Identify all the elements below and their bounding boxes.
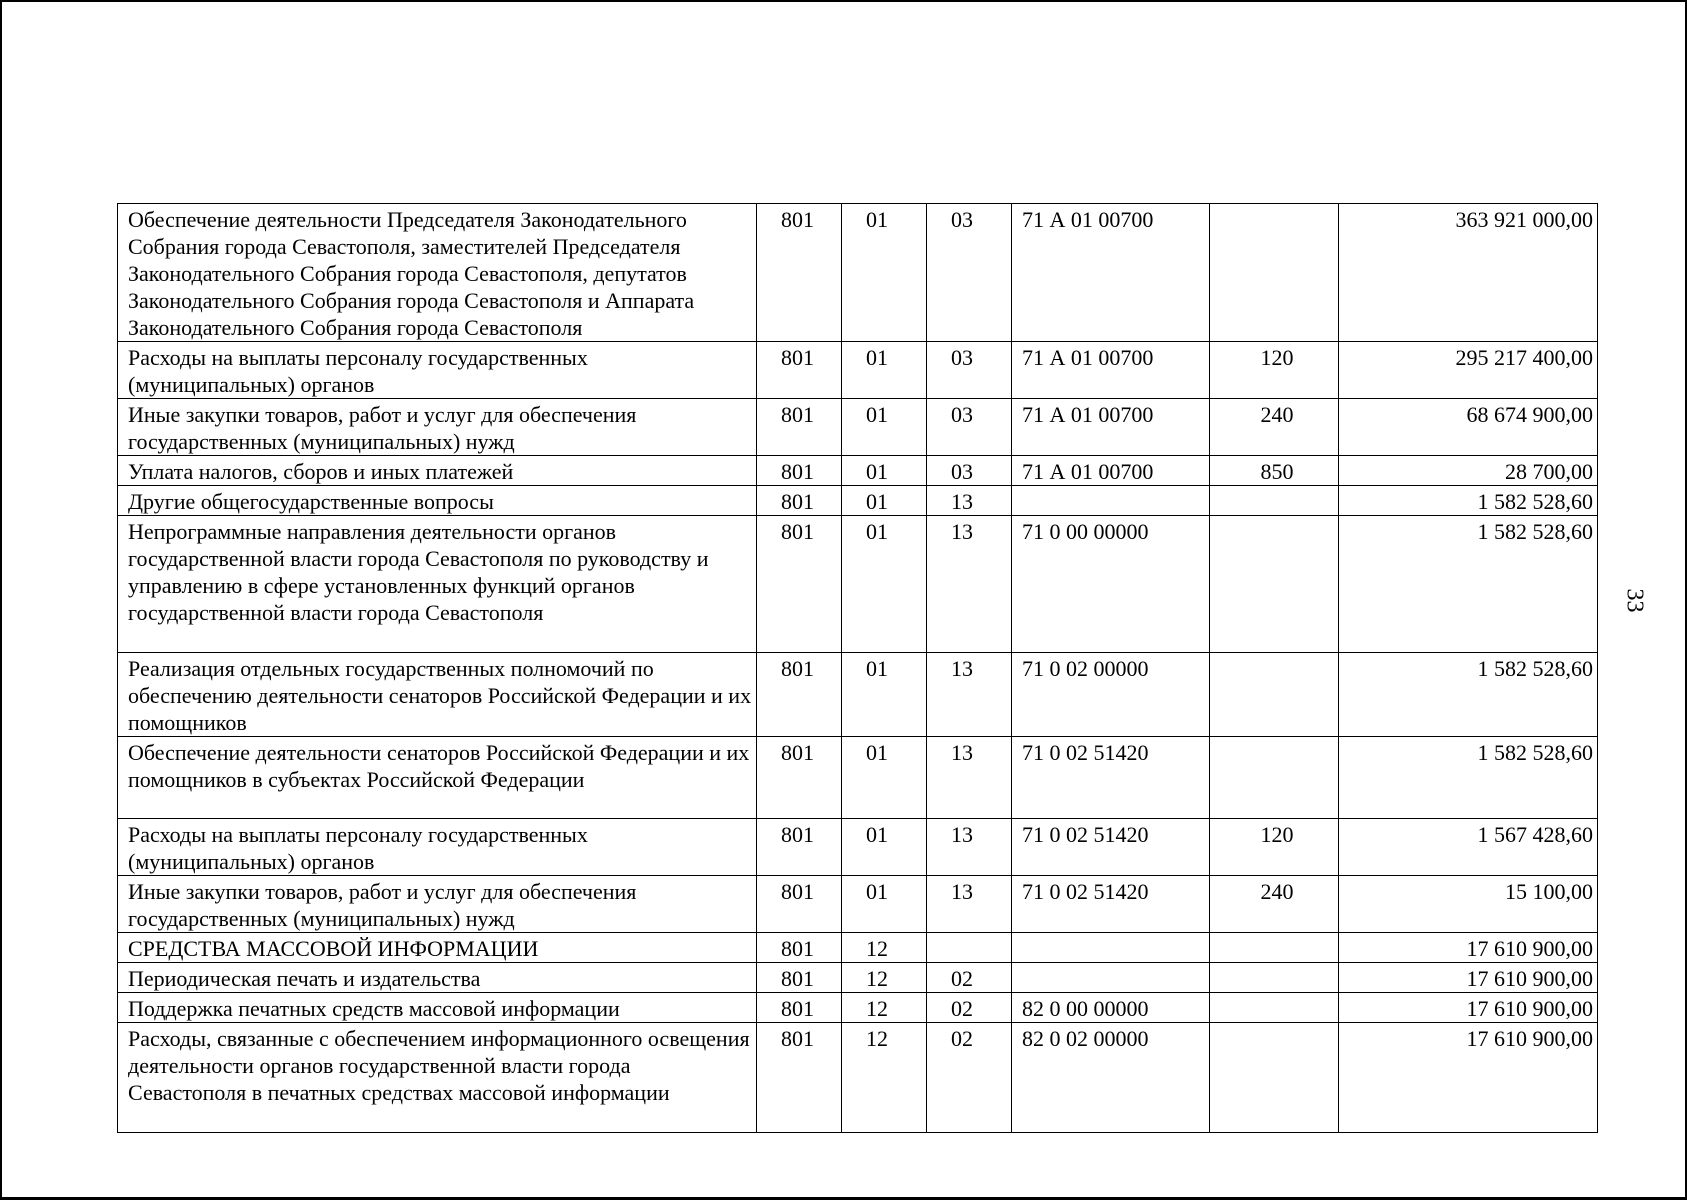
subsection-code-cell: 03 (927, 399, 1012, 456)
table-row (118, 456, 1598, 486)
subsection-code-cell (927, 933, 1012, 963)
target-article-cell (1012, 963, 1210, 993)
section-code-cell: 12 (842, 933, 927, 963)
table-row (118, 963, 1598, 993)
section-code-cell: 01 (842, 876, 927, 933)
expense-type-cell: 120 (1210, 342, 1339, 399)
table-row (118, 1023, 1598, 1133)
section-code-cell: 01 (842, 342, 927, 399)
table-row (118, 516, 1598, 653)
subsection-code-cell: 03 (927, 456, 1012, 486)
target-article-cell: 71 А 01 00700 (1012, 342, 1210, 399)
expense-type-cell: 240 (1210, 399, 1339, 456)
row-name-cell: Иные закупки товаров, работ и услуг для обеспечения государственных (муниципальных) нужд (118, 876, 757, 933)
table-row (118, 933, 1598, 963)
section-code-cell: 01 (842, 653, 927, 737)
table-row (118, 737, 1598, 819)
amount-cell: 1 582 528,60 (1339, 516, 1598, 653)
section-code-cell: 01 (842, 819, 927, 876)
section-code-cell: 12 (842, 963, 927, 993)
section-code-cell: 01 (842, 516, 927, 653)
target-article-cell: 71 0 00 00000 (1012, 516, 1210, 653)
target-article-cell: 82 0 00 00000 (1012, 993, 1210, 1023)
grbs-code-cell: 801 (757, 204, 842, 342)
grbs-code-cell: 801 (757, 1023, 842, 1133)
target-article-cell: 71 0 02 51420 (1012, 819, 1210, 876)
row-name-cell: Обеспечение деятельности Председателя Законодательного Собрания города Севастополя, заместителей Председателя Законодательного Собрания города Севастополя, депутатов Законодательного Собрания города Севастополя и Аппарата Законодательного Собрания города Севастополя (118, 204, 757, 342)
amount-cell: 17 610 900,00 (1339, 933, 1598, 963)
row-name-cell: Периодическая печать и издательства (118, 963, 757, 993)
grbs-code-cell: 801 (757, 993, 842, 1023)
table-row (118, 819, 1598, 876)
amount-cell: 1 567 428,60 (1339, 819, 1598, 876)
row-name-cell: Реализация отдельных государственных полномочий по обеспечению деятельности сенаторов Российской Федерации и их помощников (118, 653, 757, 737)
subsection-code-cell: 03 (927, 204, 1012, 342)
expense-type-cell (1210, 486, 1339, 516)
section-code-cell: 01 (842, 486, 927, 516)
row-name-cell: Поддержка печатных средств массовой информации (118, 993, 757, 1023)
expense-type-cell (1210, 204, 1339, 342)
target-article-cell: 71 0 02 51420 (1012, 737, 1210, 819)
subsection-code-cell: 02 (927, 993, 1012, 1023)
grbs-code-cell: 801 (757, 737, 842, 819)
expense-type-cell: 240 (1210, 876, 1339, 933)
budget-table-body (118, 204, 1598, 1133)
amount-cell: 68 674 900,00 (1339, 399, 1598, 456)
expense-type-cell (1210, 737, 1339, 819)
subsection-code-cell: 13 (927, 486, 1012, 516)
amount-cell: 1 582 528,60 (1339, 737, 1598, 819)
expense-type-cell (1210, 1023, 1339, 1133)
subsection-code-cell: 13 (927, 516, 1012, 653)
section-code-cell: 01 (842, 204, 927, 342)
budget-table (117, 203, 1598, 1133)
row-name-cell: Расходы, связанные с обеспечением информационного освещения деятельности органов государственной власти города Севастополя в печатных средствах массовой информации (118, 1023, 757, 1133)
table-row (118, 342, 1598, 399)
row-name-cell: СРЕДСТВА МАССОВОЙ ИНФОРМАЦИИ (118, 933, 757, 963)
table-row (118, 399, 1598, 456)
grbs-code-cell: 801 (757, 486, 842, 516)
table-row (118, 204, 1598, 342)
expense-type-cell (1210, 516, 1339, 653)
row-name-cell: Уплата налогов, сборов и иных платежей (118, 456, 757, 486)
target-article-cell: 82 0 02 00000 (1012, 1023, 1210, 1133)
amount-cell: 363 921 000,00 (1339, 204, 1598, 342)
target-article-cell: 71 0 02 51420 (1012, 876, 1210, 933)
row-name-cell: Расходы на выплаты персоналу государственных (муниципальных) органов (118, 342, 757, 399)
section-code-cell: 01 (842, 737, 927, 819)
amount-cell: 295 217 400,00 (1339, 342, 1598, 399)
subsection-code-cell: 13 (927, 653, 1012, 737)
row-name-cell: Иные закупки товаров, работ и услуг для обеспечения государственных (муниципальных) нужд (118, 399, 757, 456)
expense-type-cell (1210, 963, 1339, 993)
grbs-code-cell: 801 (757, 876, 842, 933)
grbs-code-cell: 801 (757, 819, 842, 876)
subsection-code-cell: 02 (927, 963, 1012, 993)
target-article-cell (1012, 933, 1210, 963)
grbs-code-cell: 801 (757, 963, 842, 993)
subsection-code-cell: 02 (927, 1023, 1012, 1133)
section-code-cell: 01 (842, 399, 927, 456)
expense-type-cell: 850 (1210, 456, 1339, 486)
section-code-cell: 12 (842, 1023, 927, 1133)
subsection-code-cell: 13 (927, 737, 1012, 819)
amount-cell: 17 610 900,00 (1339, 993, 1598, 1023)
amount-cell: 1 582 528,60 (1339, 486, 1598, 516)
grbs-code-cell: 801 (757, 933, 842, 963)
table-row (118, 876, 1598, 933)
subsection-code-cell: 13 (927, 876, 1012, 933)
expense-type-cell (1210, 993, 1339, 1023)
grbs-code-cell: 801 (757, 456, 842, 486)
row-name-cell: Непрограммные направления деятельности органов государственной власти города Севастополя по руководству и управлению в сфере установленных функций органов государственной власти города Севастополя (118, 516, 757, 653)
grbs-code-cell: 801 (757, 516, 842, 653)
subsection-code-cell: 13 (927, 819, 1012, 876)
section-code-cell: 12 (842, 993, 927, 1023)
target-article-cell: 71 А 01 00700 (1012, 399, 1210, 456)
grbs-code-cell: 801 (757, 342, 842, 399)
target-article-cell: 71 0 02 00000 (1012, 653, 1210, 737)
grbs-code-cell: 801 (757, 399, 842, 456)
grbs-code-cell: 801 (757, 653, 842, 737)
row-name-cell: Расходы на выплаты персоналу государственных (муниципальных) органов (118, 819, 757, 876)
page-number: 33 (1621, 588, 1648, 613)
section-code-cell: 01 (842, 456, 927, 486)
table-row (118, 486, 1598, 516)
subsection-code-cell: 03 (927, 342, 1012, 399)
expense-type-cell (1210, 933, 1339, 963)
expense-type-cell (1210, 653, 1339, 737)
amount-cell: 15 100,00 (1339, 876, 1598, 933)
table-row (118, 653, 1598, 737)
target-article-cell: 71 А 01 00700 (1012, 204, 1210, 342)
amount-cell: 17 610 900,00 (1339, 1023, 1598, 1133)
row-name-cell: Обеспечение деятельности сенаторов Российской Федерации и их помощников в субъектах Российской Федерации (118, 737, 757, 819)
table-row (118, 993, 1598, 1023)
target-article-cell: 71 А 01 00700 (1012, 456, 1210, 486)
amount-cell: 17 610 900,00 (1339, 963, 1598, 993)
expense-type-cell: 120 (1210, 819, 1339, 876)
amount-cell: 28 700,00 (1339, 456, 1598, 486)
row-name-cell: Другие общегосударственные вопросы (118, 486, 757, 516)
amount-cell: 1 582 528,60 (1339, 653, 1598, 737)
target-article-cell (1012, 486, 1210, 516)
